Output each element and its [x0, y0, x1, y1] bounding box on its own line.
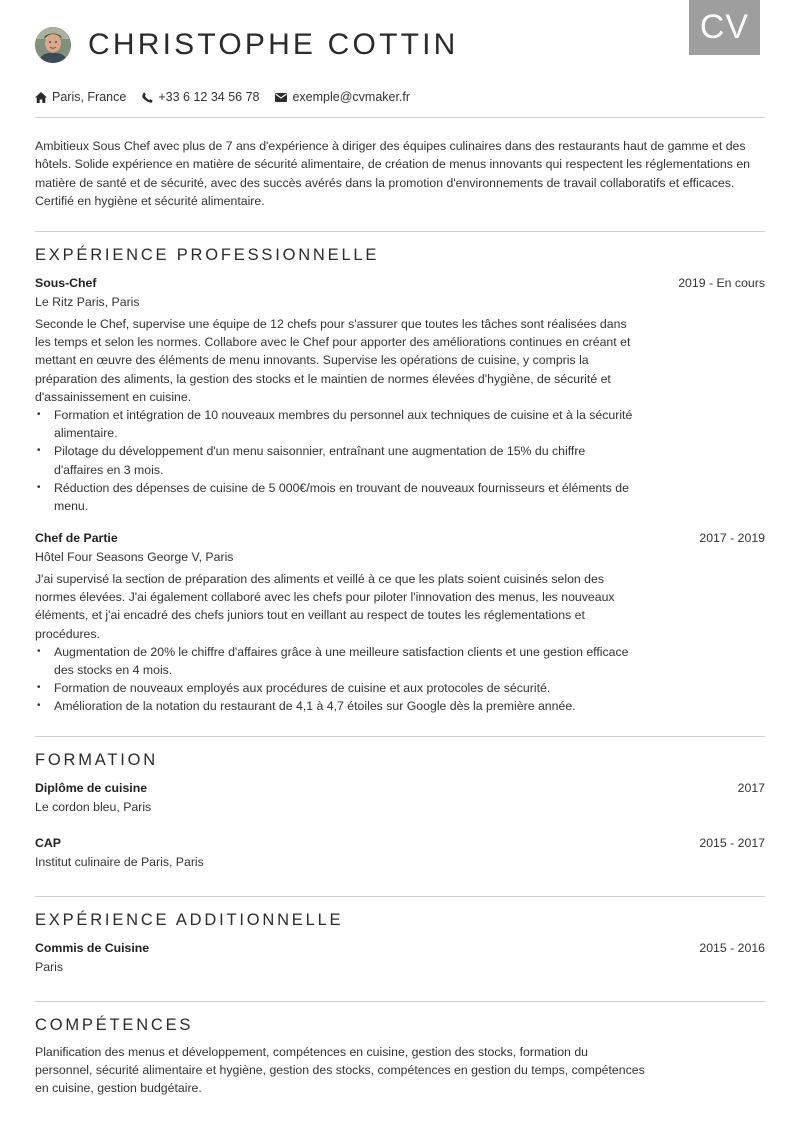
job-title: Chef de Partie — [35, 531, 118, 545]
job-achievements — [35, 643, 635, 716]
education-entry — [35, 836, 765, 869]
job-date: 2019 - En cours — [678, 276, 765, 290]
additional-entry — [35, 941, 765, 974]
section-title-education: FORMATION — [35, 751, 158, 769]
mail-icon — [275, 93, 287, 102]
achievement-item: • Formation et intégration de 10 nouveaux membres du personnel aux techniques de cuisine et à la sécurité alimentaire. — [35, 406, 635, 442]
profile-summary: Ambitieux Sous Chef avec plus de 7 ans d'expérience à diriger des équipes culinaires dans des restaurants haut de gamme et des hôtels. Solide expérience en matière de sécurité alimentaire, de création de menus innovants qui respectent les réglementations en matière de santé et de sécurité, avec des succès avérés dans la promotion d'environnements de travail collaboratifs et efficaces. Certifié en hygiène et sécurité alimentaire. — [35, 139, 751, 208]
divider — [35, 231, 765, 232]
achievement-item: • Formation de nouveaux employés aux procédures de cuisine et aux protocoles de sécurité. — [35, 679, 635, 697]
contact-email — [275, 90, 410, 104]
additional-date: 2015 - 2016 — [699, 941, 765, 955]
job-achievements — [35, 406, 635, 515]
candidate-name: CHRISTOPHE COTTIN — [88, 28, 459, 61]
avatar — [35, 27, 71, 63]
degree-title: CAP — [35, 836, 61, 850]
achievement-item: • Augmentation de 20% le chiffre d'affaires grâce à une meilleure satisfaction clients et une gestion efficace des stocks en 4 mois. — [35, 643, 635, 679]
divider — [35, 896, 765, 897]
job-company: Hôtel Four Seasons George V, Paris — [35, 550, 234, 564]
cv-badge: CV — [689, 0, 760, 55]
contact-location — [35, 90, 126, 104]
email-text[interactable]: exemple@cvmaker.fr — [292, 90, 411, 104]
avatar-photo-icon — [35, 27, 71, 63]
degree-date: 2017 — [737, 781, 765, 795]
degree-school: Le cordon bleu, Paris — [35, 800, 152, 814]
experience-entry — [35, 276, 765, 515]
education-entry — [35, 781, 765, 814]
job-company: Le Ritz Paris, Paris — [35, 295, 140, 309]
job-description: Seconde le Chef, supervise une équipe de 12 chefs pour s'assurer que toutes les tâches sont réalisées dans les temps et selon les normes. Collabore avec le Chef pour apporter des améliorations continues en créant et mettant en œuvre des éléments de menu innovants. Supervise les opérations de cuisine, y compris la préparation des aliments, la gestion des stocks et le maintien de normes élevées d'hygiène, de sécurité et d'assainissement en cuisine. — [35, 317, 631, 404]
degree-school: Institut culinaire de Paris, Paris — [35, 855, 204, 869]
divider — [35, 736, 765, 737]
home-icon — [35, 92, 47, 103]
job-date: 2017 - 2019 — [699, 531, 765, 545]
job-title: Sous-Chef — [35, 276, 97, 290]
achievement-item: • Amélioration de la notation du restaurant de 4,1 à 4,7 étoiles sur Google dès la première année. — [35, 697, 635, 715]
additional-place: Paris — [35, 960, 64, 974]
contact-phone — [142, 90, 259, 104]
additional-title: Commis de Cuisine — [35, 941, 150, 955]
section-title-skills: COMPÉTENCES — [35, 1016, 194, 1034]
location-text: Paris, France — [52, 90, 127, 104]
job-description: J'ai supervisé la section de préparation des aliments et veillé à ce que les plats soient cuisinés selon des normes élevées. J'ai également collaboré avec les chefs pour piloter l'innovation des menus, les nouveaux éléments, et j'ai encadré des chefs juniors tout en veillant au respect de toutes les réglementations et procédures. — [35, 572, 615, 641]
phone-text[interactable]: +33 6 12 34 56 78 — [158, 90, 260, 104]
section-title-additional: EXPÉRIENCE ADDITIONNELLE — [35, 911, 344, 929]
degree-title: Diplôme de cuisine — [35, 781, 148, 795]
divider — [35, 1001, 765, 1002]
experience-entry — [35, 531, 765, 716]
contact-info — [35, 90, 426, 104]
achievement-item: • Réduction des dépenses de cuisine de 5 000€/mois en trouvant de nouveaux fournisseurs et éléments de menu. — [35, 479, 635, 515]
divider — [35, 117, 765, 118]
resume-header — [35, 27, 459, 63]
phone-icon — [142, 92, 153, 103]
degree-date: 2015 - 2017 — [699, 836, 765, 850]
achievement-item: • Pilotage du développement d'un menu saisonnier, entraînant une augmentation de 15% du chiffre d'affaires en 3 mois. — [35, 442, 635, 478]
section-title-experience: EXPÉRIENCE PROFESSIONNELLE — [35, 246, 380, 264]
skills-text: Planification des menus et développement, compétences en cuisine, gestion des stocks, formation du personnel, sécurité alimentaire et hygiène, gestion des stocks, compétences en gestion du temps, compétences en cuisine, gestion budgétaire. — [35, 1045, 645, 1096]
